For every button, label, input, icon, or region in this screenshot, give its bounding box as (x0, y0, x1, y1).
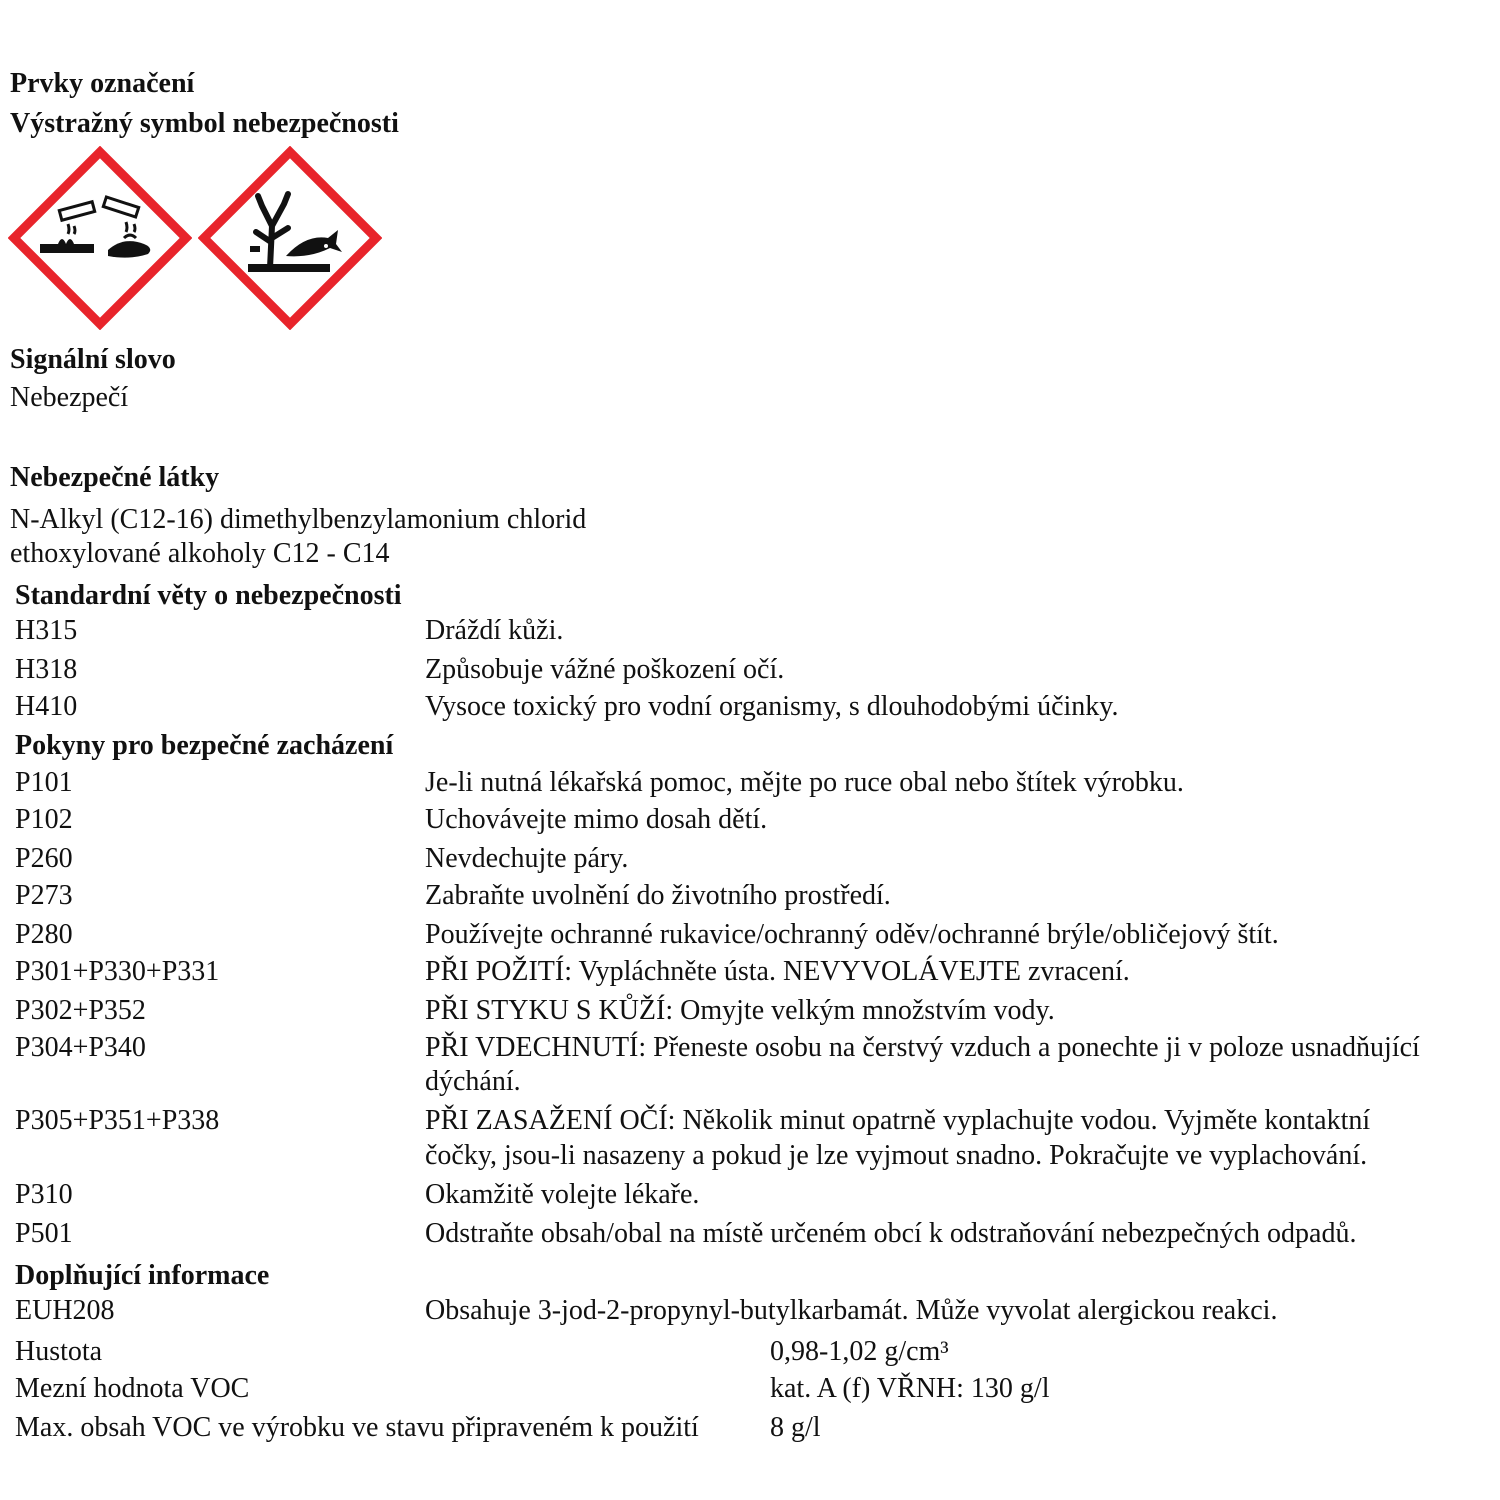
precaution-text: PŘI STYKU S KŮŽÍ: Omyjte velkým množstvím vody. (425, 995, 1055, 1026)
environment-icon (198, 146, 382, 330)
hazard-pictograms (8, 146, 388, 330)
precaution-code: P301+P330+P331 (15, 956, 220, 987)
precaution-code: P501 (15, 1218, 73, 1249)
precautionary-heading: Pokyny pro bezpečné zacházení (15, 730, 394, 761)
precaution-code: P101 (15, 767, 73, 798)
precaution-code: P302+P352 (15, 995, 146, 1026)
precaution-code: P310 (15, 1179, 73, 1210)
hazard-text: Dráždí kůži. (425, 615, 564, 646)
substance-item: N-Alkyl (C12-16) dimethylbenzylamonium chlorid (10, 504, 587, 535)
hazard-code: H410 (15, 691, 78, 722)
property-value: 0,98-1,02 g/cm³ (770, 1336, 949, 1367)
hazard-text: Způsobuje vážné poškození očí. (425, 654, 785, 685)
precaution-text: Je-li nutná lékařská pomoc, mějte po ruce obal nebo štítek výrobku. (425, 767, 1184, 798)
hazard-code: H318 (15, 654, 78, 685)
property-label: Hustota (15, 1336, 103, 1367)
property-value: 8 g/l (770, 1412, 821, 1443)
precaution-text: Uchovávejte mimo dosah dětí. (425, 804, 768, 835)
precaution-text: Používejte ochranné rukavice/ochranný oděv/ochranné brýle/obličejový štít. (425, 919, 1279, 950)
signal-word: Nebezpečí (10, 382, 129, 413)
precaution-text: Odstraňte obsah/obal na místě určeném obcí k odstraňování nebezpečných odpadů. (425, 1218, 1357, 1249)
precaution-text: PŘI POŽITÍ: Vypláchněte ústa. NEVYVOLÁVEJTE zvracení. (425, 956, 1130, 987)
substances-heading: Nebezpečné látky (10, 462, 220, 493)
precaution-code: P102 (15, 804, 73, 835)
supplemental-heading: Doplňující informace (15, 1260, 270, 1291)
precaution-code: P273 (15, 880, 73, 911)
property-label: Mezní hodnota VOC (15, 1373, 250, 1404)
precaution-code: P304+P340 (15, 1032, 146, 1063)
precaution-text: Zabraňte uvolnění do životního prostředí. (425, 880, 891, 911)
precaution-text: Nevdechujte páry. (425, 843, 629, 874)
precaution-text: PŘI VDECHNUTÍ: Přeneste osobu na čerstvý vzduch a ponechte ji v poloze usnadňující (425, 1032, 1420, 1063)
section-title: Prvky označení (10, 68, 195, 99)
precaution-code: P305+P351+P338 (15, 1105, 220, 1136)
precaution-text-continued: dýchání. (425, 1066, 521, 1097)
hazard-statements-heading: Standardní věty o nebezpečnosti (15, 580, 402, 611)
signal-word-heading: Signální slovo (10, 344, 176, 375)
hazard-text: Vysoce toxický pro vodní organismy, s dlouhodobými účinky. (425, 691, 1119, 722)
corrosion-icon (8, 146, 192, 330)
precaution-text: Okamžitě volejte lékaře. (425, 1179, 700, 1210)
supplemental-text: Obsahuje 3-jod-2-propynyl-butylkarbamát. Může vyvolat alergickou reakci. (425, 1295, 1278, 1326)
hazard-code: H315 (15, 615, 78, 646)
precaution-code: P260 (15, 843, 73, 874)
property-value: kat. A (f) VŘNH: 130 g/l (770, 1373, 1050, 1404)
supplemental-code: EUH208 (15, 1295, 115, 1326)
property-label: Max. obsah VOC ve výrobku ve stavu připraveném k použití (15, 1412, 699, 1443)
precaution-code: P280 (15, 919, 73, 950)
substance-item: ethoxylované alkoholy C12 - C14 (10, 538, 390, 569)
precaution-text-continued: čočky, jsou-li nasazeny a pokud je lze vyjmout snadno. Pokračujte ve vyplachování. (425, 1140, 1368, 1171)
precaution-text: PŘI ZASAŽENÍ OČÍ: Několik minut opatrně vyplachujte vodou. Vyjměte kontaktní (425, 1105, 1371, 1136)
pictogram-heading: Výstražný symbol nebezpečnosti (10, 108, 399, 139)
